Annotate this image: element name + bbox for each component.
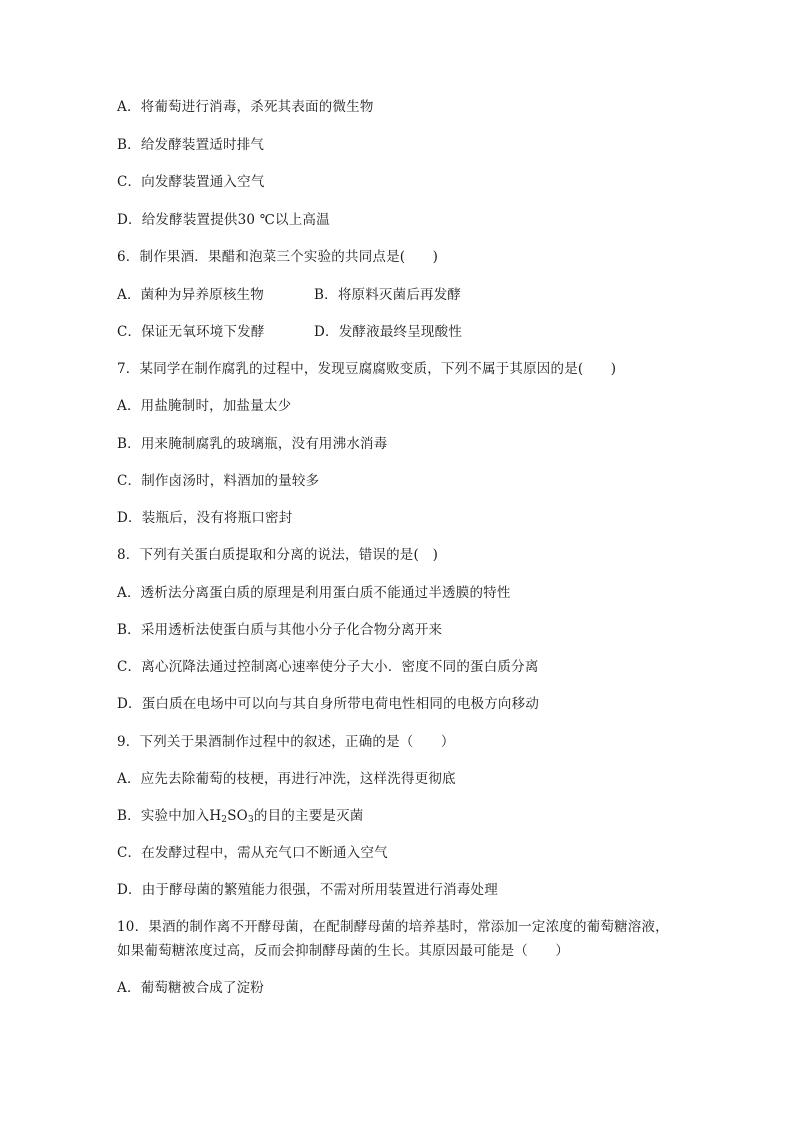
- q5-option-d: D．给发酵装置提供30 ℃以上高温: [117, 212, 330, 228]
- q10-option-a: A．葡萄糖被合成了淀粉: [117, 980, 264, 996]
- q9-option-d: D．由于酵母菌的繁殖能力很强，不需对所用装置进行消毒处理: [117, 882, 498, 898]
- q7-option-a: A．用盐腌制时，加盐量太少: [117, 398, 292, 414]
- q9-option-c: C．在发酵过程中，需从充气口不断通入空气: [117, 845, 388, 861]
- q5-option-a: A．将葡萄进行消毒，杀死其表面的微生物: [117, 99, 374, 115]
- q7-stem: 7．某同学在制作腐乳的过程中，发现豆腐腐败变质，下列不属于其原因的是( ): [117, 361, 617, 377]
- q9-option-a: A．应先去除葡萄的枝梗，再进行冲洗，这样洗得更彻底: [117, 771, 456, 787]
- q9-option-b: [117, 806, 364, 826]
- q6-option-c: C．保证无氧环境下发酵: [117, 324, 265, 340]
- q6-option-b: B．将原料灭菌后再发酵: [314, 287, 462, 303]
- q8-option-b: B．采用透析法使蛋白质与其他小分子化合物分离开来: [117, 622, 443, 638]
- q5-option-b: B．给发酵装置适时排气: [117, 137, 265, 153]
- q6-stem: 6．制作果酒．果醋和泡菜三个实验的共同点是( ): [117, 249, 439, 265]
- q8-option-a: A．透析法分离蛋白质的原理是利用蛋白质不能通过半透膜的特性: [117, 585, 511, 601]
- q9-option-b-text: B．实验中加入H: [117, 808, 222, 824]
- q6-options-row-2: [117, 322, 463, 342]
- q7-option-c: C．制作卤汤时，料酒加的量较多: [117, 473, 320, 489]
- q9-option-b-subscript-2: 3: [247, 815, 254, 825]
- q8-option-c: C．离心沉降法通过控制离心速率使分子大小．密度不同的蛋白质分离: [117, 659, 539, 675]
- q6-options-row-1: [117, 285, 462, 305]
- q8-stem: 8．下列有关蛋白质提取和分离的说法，错误的是( ): [117, 547, 439, 563]
- q6-option-a: A．菌种为异养原核生物: [117, 287, 264, 303]
- q10-stem: 10．果酒的制作离不开酵母菌，在配制酵母菌的培养基时，常添加一定浓度的葡萄糖溶液，如果葡萄糖浓度过高，反而会抑制酵母菌的生长。其原因最可能是（ ）: [117, 919, 669, 959]
- q7-option-b: B．用来腌制腐乳的玻璃瓶，没有用沸水消毒: [117, 436, 388, 452]
- q9-option-b-tail: 的目的主要是灭菌: [253, 808, 364, 824]
- q5-option-c: C．向发酵装置通入空气: [117, 174, 265, 190]
- q9-option-b-formula: SO: [227, 808, 248, 824]
- q9-option-b-subscript-1: 2: [221, 815, 228, 825]
- q8-option-d: D．蛋白质在电场中可以向与其自身所带电荷电性相同的电极方向移动: [117, 696, 540, 712]
- q6-option-d: D．发酵液最终呈现酸性: [314, 324, 463, 340]
- q9-stem: 9．下列关于果酒制作过程中的叙述，正确的是（ ）: [117, 734, 455, 750]
- q7-option-d: D．装瓶后，没有将瓶口密封: [117, 510, 293, 526]
